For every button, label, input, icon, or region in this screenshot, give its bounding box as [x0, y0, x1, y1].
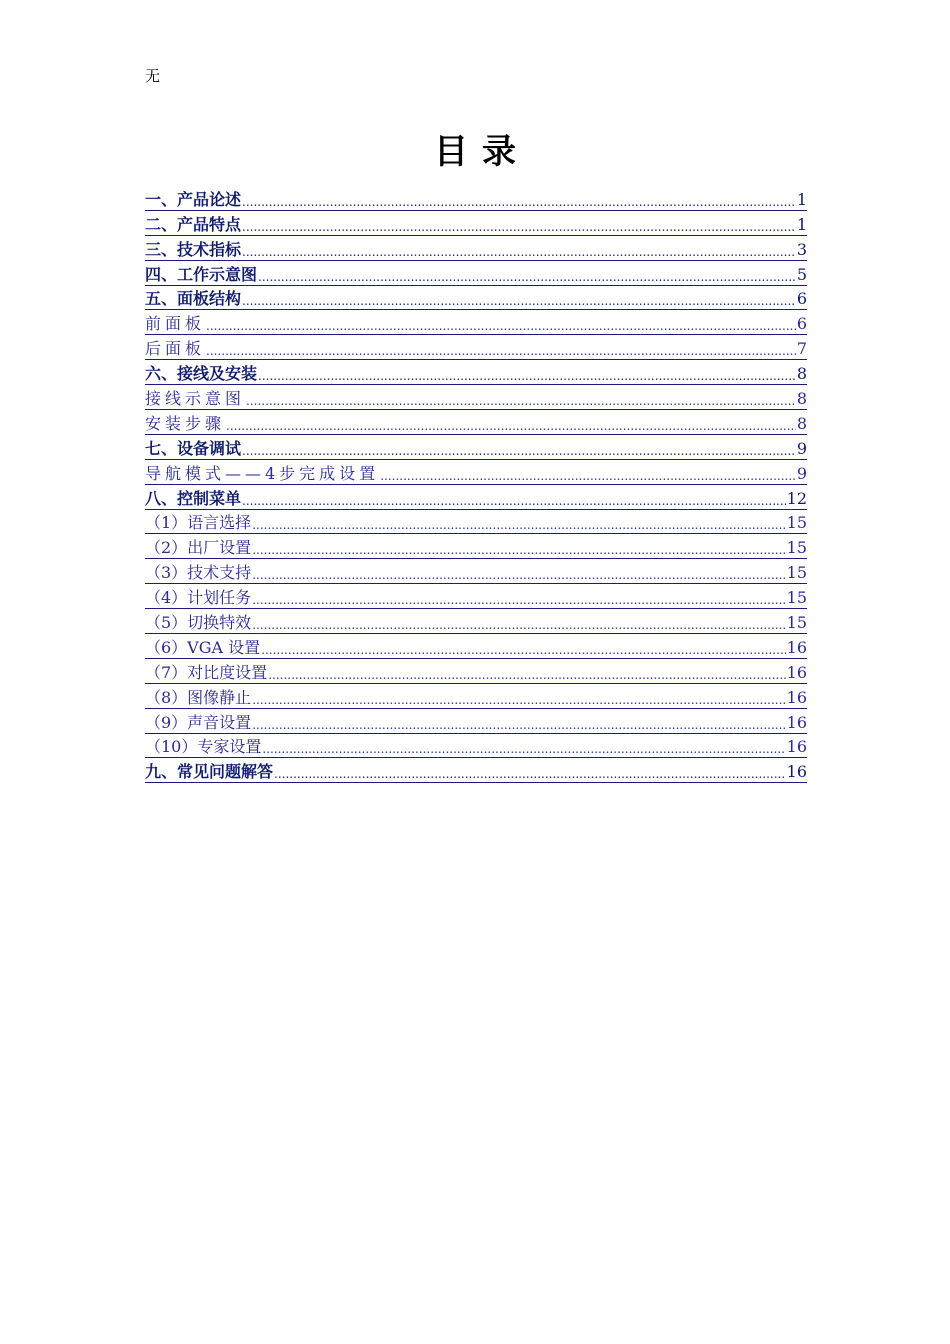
toc-entry[interactable]: [145, 559, 807, 584]
toc-entry-page: 3: [796, 239, 807, 259]
header-note: 无: [145, 67, 161, 85]
toc-dot-leader: [274, 762, 786, 782]
toc-dot-leader: [242, 489, 786, 509]
toc-dot-leader: [252, 563, 785, 583]
toc-entry[interactable]: [145, 510, 807, 535]
toc-entry-label: 导航模式——4步完成设置: [145, 463, 380, 483]
toc-entry[interactable]: [145, 211, 807, 236]
toc-dot-leader: [246, 389, 796, 409]
toc-entry-label: （2）出厂设置: [145, 538, 252, 558]
toc-dot-leader: [252, 513, 785, 533]
toc-entry-page: 16: [786, 737, 807, 757]
toc-entry-page: 16: [786, 687, 807, 707]
toc-dot-leader: [380, 464, 796, 484]
toc-entry-page: 16: [786, 637, 807, 657]
toc-dot-leader: [242, 439, 796, 459]
toc-entry[interactable]: [145, 684, 807, 709]
toc-dot-leader: [258, 364, 796, 384]
toc-entry[interactable]: [145, 709, 807, 734]
toc-entry-page: 5: [796, 264, 807, 284]
toc-dot-leader: [252, 688, 785, 708]
toc-dot-leader: [252, 713, 785, 733]
toc-entry-page: 8: [796, 413, 807, 433]
toc-entry-page: 6: [796, 314, 807, 334]
toc-entry[interactable]: [145, 534, 807, 559]
toc-entry-label: 九、常见问题解答: [145, 762, 274, 782]
toc-entry-label: （6）VGA 设置: [145, 637, 261, 657]
toc-entry[interactable]: [145, 261, 807, 286]
toc-dot-leader: [206, 339, 796, 359]
toc-entry-label: 后面板: [145, 339, 206, 359]
toc-entry-page: 8: [796, 364, 807, 384]
toc-dot-leader: [258, 265, 796, 285]
toc-dot-leader: [242, 215, 796, 235]
toc-entry-label: 安装步骤: [145, 413, 226, 433]
toc-entry[interactable]: [145, 460, 807, 485]
toc-entry-label: 六、接线及安装: [145, 364, 258, 384]
toc-entry-page: 6: [796, 289, 807, 309]
toc-entry[interactable]: [145, 360, 807, 385]
toc-dot-leader: [242, 289, 796, 309]
toc-entry-label: 七、设备调试: [145, 438, 242, 458]
toc-entry-label: （3）技术支持: [145, 563, 252, 583]
toc-entry-page: 15: [786, 613, 807, 633]
toc-entry-label: （7）对比度设置: [145, 662, 268, 682]
toc-entry[interactable]: [145, 335, 807, 360]
toc-entry[interactable]: [145, 634, 807, 659]
toc-entry[interactable]: [145, 310, 807, 335]
toc-entry-label: （8）图像静止: [145, 687, 252, 707]
toc-entry-page: 9: [796, 438, 807, 458]
toc-dot-leader: [268, 663, 785, 683]
toc-entry-page: 16: [786, 712, 807, 732]
toc-entry-page: 12: [786, 488, 807, 508]
toc-dot-leader: [262, 737, 785, 757]
toc-entry[interactable]: [145, 659, 807, 684]
toc-entry-page: 15: [786, 513, 807, 533]
table-of-contents: [145, 186, 807, 783]
toc-entry[interactable]: [145, 758, 807, 783]
page-title: 目录: [434, 132, 530, 172]
toc-entry[interactable]: [145, 410, 807, 435]
toc-entry-label: 一、产品论述: [145, 189, 242, 209]
toc-entry[interactable]: [145, 609, 807, 634]
toc-entry-page: 8: [796, 389, 807, 409]
toc-entry[interactable]: [145, 734, 807, 759]
toc-entry-page: 16: [786, 762, 807, 782]
toc-entry-label: 接线示意图: [145, 389, 246, 409]
toc-entry-label: 三、技术指标: [145, 239, 242, 259]
toc-entry[interactable]: [145, 236, 807, 261]
toc-entry-page: 16: [786, 662, 807, 682]
toc-entry[interactable]: [145, 584, 807, 609]
toc-entry[interactable]: [145, 385, 807, 410]
toc-dot-leader: [206, 314, 796, 334]
toc-entry[interactable]: [145, 286, 807, 311]
toc-entry-label: （5）切换特效: [145, 613, 252, 633]
toc-entry-label: 二、产品特点: [145, 214, 242, 234]
toc-entry[interactable]: [145, 186, 807, 211]
toc-entry-page: 9: [796, 463, 807, 483]
toc-dot-leader: [242, 240, 796, 260]
toc-entry[interactable]: [145, 435, 807, 460]
toc-dot-leader: [242, 190, 796, 210]
toc-entry[interactable]: [145, 485, 807, 510]
toc-entry-label: 四、工作示意图: [145, 264, 258, 284]
toc-dot-leader: [226, 414, 796, 434]
toc-entry-label: （1）语言选择: [145, 513, 252, 533]
toc-entry-page: 7: [796, 339, 807, 359]
toc-entry-label: （10）专家设置: [145, 737, 262, 757]
toc-entry-label: 前面板: [145, 314, 206, 334]
toc-entry-label: 五、面板结构: [145, 289, 242, 309]
toc-entry-page: 15: [786, 588, 807, 608]
toc-entry-page: 15: [786, 563, 807, 583]
toc-entry-label: （4）计划任务: [145, 588, 252, 608]
toc-entry-page: 1: [796, 214, 807, 234]
toc-entry-label: （9）声音设置: [145, 712, 252, 732]
toc-dot-leader: [252, 538, 785, 558]
toc-dot-leader: [252, 588, 785, 608]
toc-entry-label: 八、控制菜单: [145, 488, 242, 508]
toc-entry-page: 1: [796, 189, 807, 209]
toc-dot-leader: [261, 638, 785, 658]
toc-entry-page: 15: [786, 538, 807, 558]
toc-dot-leader: [252, 613, 785, 633]
